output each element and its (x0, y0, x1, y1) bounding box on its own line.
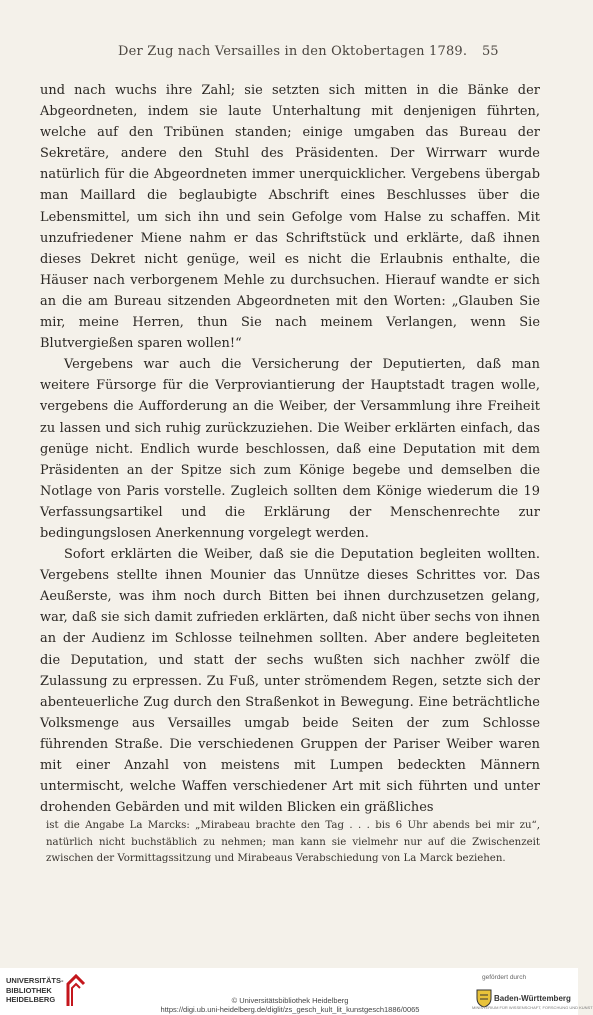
library-emblem-icon (64, 974, 88, 1008)
funder-subtitle: MINISTERIUM FÜR WISSENSCHAFT, FORSCHUNG UND KUNST (472, 1005, 593, 1010)
page-url-link[interactable]: https://digi.ub.uni-heidelberg.de/diglit/zs_gesch_kult_lit_kunstgesch1886/0065 (160, 1005, 420, 1014)
copyright-text: © Universitätsbibliothek Heidelberg (231, 996, 349, 1005)
running-head (0, 44, 578, 64)
body-text (40, 80, 540, 818)
page-footer (0, 968, 593, 1015)
funded-by-label: gefördert durch (482, 974, 527, 981)
funder-name: Baden-Württemberg (494, 994, 571, 1003)
page-number: 55 (482, 44, 499, 59)
library-logo-text: UNIVERSITÄTS- BIBLIOTHEK HEIDELBERG (6, 976, 64, 1004)
funder-logo[interactable] (468, 974, 593, 1014)
running-title: Der Zug nach Versailles in den Oktobertagen 1789. (118, 44, 468, 59)
footnote: ist die Angabe La Marcks: „Mirabeau brachte den Tag . . . bis 6 Uhr abends bei mir zu“, natürlich nicht buchstäblich zu nehmen; man kann sie vielmehr nur auf die Zwischenzeit zwischen der Vormittagssitzung und Mirabeaus Verabschiedung von La Marck beziehen. (46, 820, 540, 864)
paragraph-3: Sofort erklärten die Weiber, daß sie die Deputation begleiten wollten. Vergebens stellte ihnen Mounier das Unnütze dieses Schrittes vor. Das Aeußerste, was ihm noch durch Bitten bei ihnen durchzusetzen gelang, war, daß sie sich damit zufrieden erklärten, daß nicht über sechs von ihnen an der Audienz im Schlosse teilnehmen sollten. Aber andere begleiteten die Deputation, und statt der sechs wußten sich nachher zwölf die Zulassung zu erpressen. Zu Fuß, unter strömendem Regen, setzte sich der abenteuerliche Zug durch den Straßenkot in Bewegung. Eine beträchtliche Volksmenge aus Versailles umgab beide Seiten der zum Schlosse führenden Straße. Die verschiedenen Gruppen der Pariser Weiber waren mit einer Anzahl von meistens mit Lumpen bedeckten Männern untermischt, welche Waffen verschiedener Art mit sich führten und unter drohenden Gebärden und mit wilden Blicken ein gräßliches (40, 547, 540, 816)
footer-credits (120, 996, 460, 1014)
paragraph-2: Vergebens war auch die Versicherung der Deputierten, daß man weitere Fürsorge für die Verproviantierung der Hauptstadt tragen wolle, vergebens die Aufforderung an die Weiber, der Versammlung ihre Freiheit zu lassen und sich ruhig zurückzuziehen. Die Weiber erklärten einfach, das genüge nicht. Endlich wurde beschlossen, daß eine Deputation mit dem Präsidenten an der Spitze sich zum Könige begebe und demselben die Notlage von Paris vorstelle. Zugleich sollten dem Könige wiederum die 19 Verfassungsartikel und die Erklärung der Menschenrechte zur bedingungslosen Anerkennung vorgelegt werden. (40, 357, 540, 541)
paragraph-1: und nach wuchs ihre Zahl; sie setzten sich mitten in die Bänke der Abgeordneten, indem sie laute Unterhaltung mit denjenigen führten, welche auf den Tribünen standen; einige umgaben das Bureau der Sekretäre, andere den Stuhl des Präsidenten. Der Wirrwarr wurde natürlich für die Abgeordneten immer unerquicklicher. Vergebens übergab man Maillard die beglaubigte Abschrift eines Beschlusses über die Lebensmittel, um sich ihn und sein Gefolge vom Halse zu schaffen. Mit unzufriedener Miene nahm er das Schriftstück und erklärte, daß ihnen dieses Dekret nicht genüge, weil es nicht die Erlaubnis enthalte, die Häuser nach verborgenem Mehle zu durchsuchen. Hierauf wandte er sich an die am Bureau sitzenden Abgeordneten mit den Worten: „Glauben Sie mir, meine Herren, thun Sie nach meinem Verlangen, wenn Sie Blutvergießen sparen wollen!“ (40, 83, 540, 352)
